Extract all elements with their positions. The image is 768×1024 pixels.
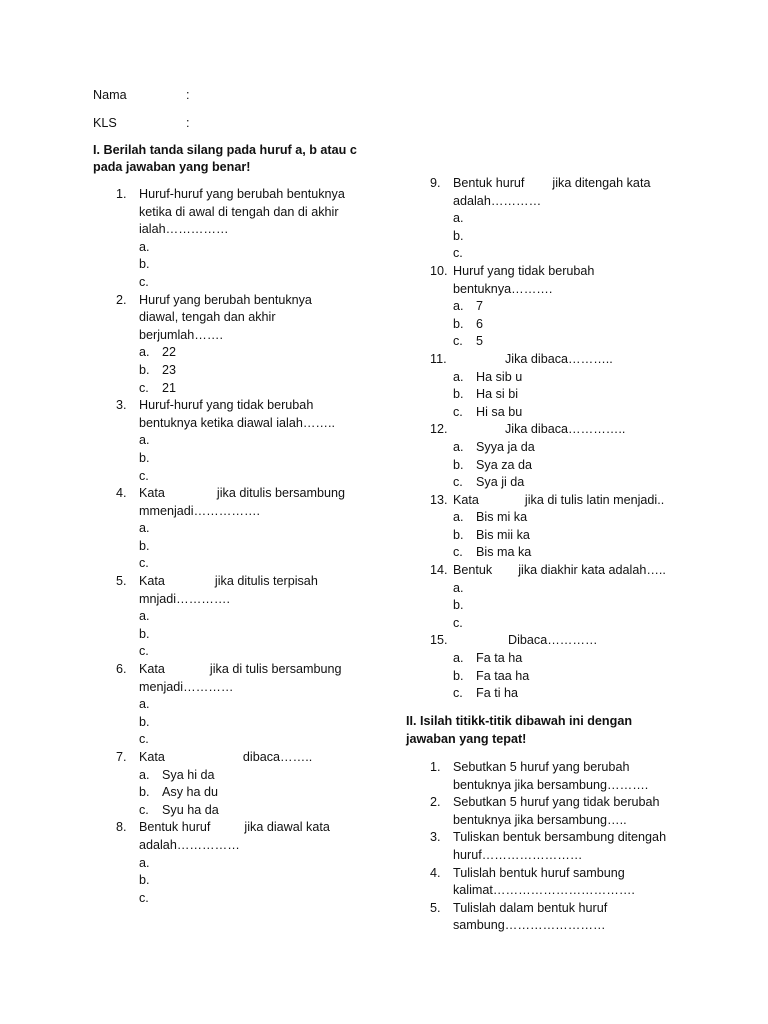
question-text	[139, 749, 366, 767]
name-label: Nama	[93, 88, 127, 102]
question-text	[453, 492, 680, 510]
option-letter: b.	[139, 257, 150, 272]
question-number: 15.	[430, 633, 448, 648]
options	[139, 432, 366, 485]
option-a	[139, 344, 366, 362]
option-c	[453, 474, 680, 492]
option-a	[453, 509, 680, 527]
option-letter: a.	[453, 510, 464, 525]
option-c	[139, 643, 366, 661]
option-b	[139, 450, 366, 468]
option-b	[453, 386, 680, 404]
option-c	[139, 555, 366, 573]
question-number: 1.	[116, 187, 127, 201]
options	[453, 210, 680, 263]
question-prefix: Kata	[139, 486, 165, 501]
option-text: Fa ta ha	[476, 651, 523, 666]
question-5	[116, 573, 366, 661]
options	[139, 239, 366, 292]
option-b	[453, 457, 680, 475]
option-a	[139, 520, 366, 538]
question-prefix: Bentuk huruf	[453, 176, 525, 190]
option-letter: c.	[453, 545, 463, 560]
question-13	[430, 492, 680, 562]
option-letter: b.	[139, 362, 150, 377]
options	[453, 439, 680, 492]
question-text	[453, 632, 680, 650]
question-15	[430, 632, 680, 702]
options	[139, 344, 366, 397]
option-b	[139, 256, 366, 274]
question-suffix: jika ditengah kata	[552, 176, 651, 190]
question-6	[116, 661, 366, 749]
question-text	[453, 421, 680, 439]
option-b	[139, 784, 366, 802]
option-text: Asy ha du	[162, 785, 219, 800]
question-text: Tuliskan bentuk bersambung ditengah huruf……………………	[453, 830, 667, 862]
option-text: 22	[162, 345, 177, 360]
options	[453, 509, 680, 562]
option-b	[453, 527, 680, 545]
option-letter: c.	[453, 686, 463, 701]
option-letter: a.	[453, 580, 464, 595]
question-number: 3.	[116, 398, 127, 413]
question-suffix: Jika dibaca………..	[505, 351, 613, 366]
options	[139, 608, 366, 661]
option-letter: a.	[139, 767, 150, 782]
option-b	[139, 714, 366, 732]
essay-question-3	[430, 829, 680, 864]
option-text: Hi sa bu	[476, 404, 523, 419]
question-suffix: jika ditulis terpisah	[214, 574, 318, 589]
option-c	[139, 890, 366, 908]
option-letter: c.	[139, 890, 149, 905]
options	[453, 369, 680, 422]
option-letter: b.	[453, 527, 464, 542]
question-text: Huruf-huruf yang tidak berubah bentuknya ketika diawal ialah……..	[139, 398, 336, 430]
option-text: 6	[476, 316, 484, 331]
option-b	[453, 597, 680, 615]
option-letter: a.	[139, 239, 150, 254]
options	[139, 855, 366, 908]
option-letter: a.	[453, 299, 464, 314]
question-12	[430, 421, 680, 491]
option-letter: a.	[453, 369, 464, 384]
option-text: Fa taa ha	[476, 668, 530, 683]
question-number: 5.	[430, 900, 441, 915]
question-10	[430, 263, 680, 351]
option-letter: b.	[139, 538, 150, 553]
option-letter: b.	[139, 450, 150, 465]
option-text: Ha si bi	[476, 387, 518, 402]
option-letter: c.	[453, 334, 463, 349]
question-number: 13.	[430, 492, 448, 507]
question-number: 8.	[116, 820, 127, 835]
question-text	[453, 351, 680, 369]
question-prefix: Kata	[139, 662, 165, 677]
option-letter: a.	[139, 697, 150, 712]
question-suffix: jika di tulis bersambung	[209, 662, 342, 677]
question-continuation: adalah…………	[453, 193, 542, 208]
option-letter: c.	[453, 404, 463, 419]
option-a	[453, 439, 680, 457]
question-text	[453, 175, 680, 193]
question-suffix: dibaca……..	[242, 750, 313, 764]
question-14	[430, 562, 680, 632]
name-colon: :	[186, 88, 190, 102]
question-number: 7.	[116, 750, 127, 764]
question-number: 11.	[430, 351, 447, 366]
question-3	[116, 397, 366, 485]
option-letter: b.	[453, 598, 464, 613]
question-number: 2.	[116, 292, 127, 307]
option-letter: c.	[453, 615, 463, 630]
option-text: Bis mii ka	[476, 527, 530, 542]
question-7	[116, 749, 366, 819]
class-label: KLS	[93, 116, 117, 130]
option-a	[139, 239, 366, 257]
option-letter: a.	[139, 345, 150, 360]
options	[453, 580, 680, 633]
option-b	[139, 872, 366, 890]
question-prefix: Kata	[139, 750, 165, 764]
option-text: Fa ti ha	[476, 686, 518, 701]
option-c	[453, 333, 680, 351]
question-text: Tulislah dalam bentuk huruf sambung……………………	[453, 900, 608, 933]
option-letter: c.	[139, 556, 149, 571]
option-letter: b.	[139, 714, 150, 729]
question-text: Huruf-huruf yang berubah bentuknya ketika di awal di tengah dan di akhir ialah……………	[139, 187, 345, 237]
option-letter: c.	[139, 802, 149, 817]
option-c	[139, 802, 366, 820]
question-text	[139, 573, 366, 591]
option-a	[453, 580, 680, 598]
question-suffix: jika diakhir kata adalah…..	[518, 563, 666, 578]
question-number: 12.	[430, 422, 448, 437]
option-a	[453, 298, 680, 316]
option-letter: a.	[139, 521, 150, 536]
question-number: 14.	[430, 563, 448, 578]
options	[139, 520, 366, 573]
question-prefix: Kata	[453, 492, 479, 507]
question-text: Huruf yang tidak berubah bentuknya……….	[453, 263, 595, 296]
question-number: 6.	[116, 662, 127, 677]
question-list-right	[430, 175, 680, 703]
option-letter: b.	[453, 228, 464, 243]
option-text: 23	[162, 362, 177, 377]
option-c	[139, 274, 366, 292]
options	[453, 298, 680, 351]
option-letter: c.	[139, 732, 149, 747]
question-suffix: jika ditulis bersambung	[216, 486, 346, 501]
option-letter: c.	[139, 380, 149, 395]
question-number: 4.	[430, 865, 441, 880]
essay-question-list	[430, 759, 680, 935]
option-letter: a.	[453, 439, 464, 454]
option-c	[453, 544, 680, 562]
option-a	[139, 855, 366, 873]
section2-title-line1: II. Isilah titikk-titik dibawah ini dengan	[406, 714, 633, 728]
option-letter: b.	[139, 873, 150, 888]
option-letter: a.	[139, 609, 150, 624]
question-continuation: mmenjadi…………….	[139, 503, 261, 518]
question-9	[430, 175, 680, 263]
option-letter: b.	[453, 668, 464, 683]
question-8	[116, 819, 366, 907]
question-prefix: Bentuk	[453, 563, 493, 578]
option-a	[139, 767, 366, 785]
option-a	[453, 369, 680, 387]
option-letter: a.	[453, 651, 464, 666]
options	[453, 650, 680, 703]
option-letter: c.	[453, 246, 463, 261]
option-c	[139, 468, 366, 486]
question-continuation: menjadi…………	[139, 679, 234, 694]
option-letter: b.	[139, 626, 150, 641]
question-text: Sebutkan 5 huruf yang berubah bentuknya jika bersambung……….	[453, 760, 649, 792]
option-text: 21	[162, 380, 177, 395]
option-c	[139, 731, 366, 749]
option-letter: b.	[453, 387, 464, 402]
option-text: Syu ha da	[162, 802, 219, 817]
option-text: 7	[476, 299, 484, 314]
question-number: 2.	[430, 795, 441, 810]
question-number: 5.	[116, 574, 127, 589]
option-b	[453, 228, 680, 246]
question-1	[116, 186, 366, 292]
option-letter: a.	[139, 433, 150, 448]
option-letter: a.	[453, 211, 464, 226]
option-c	[453, 245, 680, 263]
option-letter: a.	[139, 855, 150, 870]
option-text: 5	[476, 334, 484, 349]
option-letter: b.	[139, 785, 150, 800]
essay-question-4	[430, 865, 680, 900]
option-text: Sya ji da	[476, 475, 525, 490]
question-4	[116, 485, 366, 573]
question-11	[430, 351, 680, 421]
option-b	[139, 626, 366, 644]
question-suffix: jika diawal kata	[244, 820, 330, 835]
question-text: Tulislah bentuk huruf sambung kalimat…………………………….	[453, 865, 635, 898]
option-text: Sya za da	[476, 457, 533, 472]
option-a	[139, 608, 366, 626]
section2-title-line2: jawaban yang tepat!	[406, 732, 527, 746]
option-text: Bis ma ka	[476, 545, 532, 560]
option-b	[453, 668, 680, 686]
option-c	[453, 615, 680, 633]
option-text: Bis mi ka	[476, 510, 528, 525]
question-continuation: adalah……………	[139, 837, 240, 852]
option-c	[139, 380, 366, 398]
question-prefix: Bentuk huruf	[139, 820, 211, 835]
option-text: Syya ja da	[476, 439, 535, 454]
option-b	[453, 316, 680, 334]
question-number: 3.	[430, 830, 441, 845]
essay-question-5	[430, 900, 680, 935]
question-number: 1.	[430, 760, 441, 774]
option-c	[453, 404, 680, 422]
question-number: 10.	[430, 263, 448, 278]
question-text: Sebutkan 5 huruf yang tidak berubah bentuknya jika bersambung…..	[453, 795, 660, 827]
option-a	[139, 696, 366, 714]
question-list-left	[116, 186, 366, 907]
options	[139, 696, 366, 749]
question-number: 4.	[116, 486, 127, 501]
option-a	[139, 432, 366, 450]
options	[139, 767, 366, 820]
question-continuation: mnjadi………….	[139, 591, 230, 606]
question-text: Huruf yang berubah bentuknya diawal, tengah dan akhir berjumlah…….	[139, 292, 312, 342]
option-letter: b.	[453, 316, 464, 331]
question-text	[453, 562, 680, 580]
option-b	[139, 538, 366, 556]
question-text	[139, 485, 366, 503]
essay-question-2	[430, 794, 680, 829]
question-text	[139, 819, 366, 837]
option-letter: c.	[453, 475, 463, 490]
essay-question-1	[430, 759, 680, 794]
question-text	[139, 661, 366, 679]
option-a	[453, 650, 680, 668]
section1-title-line1: I. Berilah tanda silang pada huruf a, b atau c	[93, 143, 357, 157]
option-letter: c.	[139, 274, 149, 289]
question-suffix: jika di tulis latin menjadi..	[524, 492, 665, 507]
option-letter: c.	[139, 644, 149, 659]
option-letter: b.	[453, 457, 464, 472]
option-c	[453, 685, 680, 703]
option-text: Ha sib u	[476, 369, 523, 384]
option-letter: c.	[139, 468, 149, 483]
question-suffix: Dibaca…………	[508, 633, 598, 648]
option-text: Sya hi da	[162, 767, 215, 782]
class-colon: :	[186, 116, 190, 130]
question-2	[116, 292, 366, 398]
option-b	[139, 362, 366, 380]
question-number: 9.	[430, 176, 441, 190]
question-suffix: Jika dibaca…………..	[505, 422, 626, 437]
question-prefix: Kata	[139, 574, 165, 589]
section1-title-line2: pada jawaban yang benar!	[93, 160, 251, 174]
option-a	[453, 210, 680, 228]
